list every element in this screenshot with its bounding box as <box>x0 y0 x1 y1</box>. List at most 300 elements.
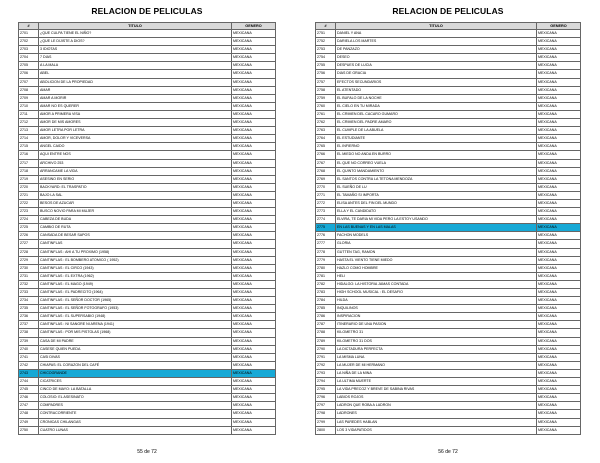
row-title: KILOMETRO 31 DOS <box>336 337 537 345</box>
table-row <box>19 54 276 62</box>
row-title: LABIOS ROJOS <box>336 394 537 402</box>
row-title: DARIELA LOS MARTES <box>336 38 537 46</box>
row-title: DIAS DE GRACIA <box>336 70 537 78</box>
row-number: 2794 <box>316 378 336 386</box>
row-genre: MEXICANA <box>537 102 581 110</box>
row-number: 2749 <box>19 418 39 426</box>
row-genre: MEXICANA <box>232 110 276 118</box>
row-genre: MEXICANA <box>232 402 276 410</box>
row-title: LA DICTADURA PERFECTA <box>336 345 537 353</box>
row-title: A LA MALA <box>39 62 232 70</box>
row-title: CANTINFLAS : EL CIRCO (1943) <box>39 264 232 272</box>
row-number: 2703 <box>19 46 39 54</box>
row-genre: MEXICANA <box>232 329 276 337</box>
table-row <box>316 151 581 159</box>
table-row <box>19 175 276 183</box>
row-title: HIDALGO: LA HISTORIA JAMAS CONTADA <box>336 280 537 288</box>
row-number: 2724 <box>19 216 39 224</box>
row-title: EL ESTUDIANTE <box>336 135 537 143</box>
row-number: 2798 <box>316 410 336 418</box>
table-row <box>19 289 276 297</box>
row-genre: MEXICANA <box>232 54 276 62</box>
row-number: 2780 <box>316 264 336 272</box>
row-title: EFECTOS SECUNDARIOS <box>336 78 537 86</box>
row-number: 2766 <box>316 151 336 159</box>
row-genre: MEXICANA <box>232 361 276 369</box>
table-row <box>19 78 276 86</box>
row-genre: MEXICANA <box>232 119 276 127</box>
row-title: CANTINFLAS : EL MAGO (1949) <box>39 280 232 288</box>
table-row <box>19 183 276 191</box>
row-number: 2752 <box>316 38 336 46</box>
row-number: 2734 <box>19 297 39 305</box>
row-genre: MEXICANA <box>232 208 276 216</box>
row-number: 2742 <box>19 361 39 369</box>
table-row <box>19 151 276 159</box>
table-row <box>19 426 276 434</box>
row-number: 2796 <box>316 394 336 402</box>
row-title: LAS PAREDES HABLAN <box>336 418 537 426</box>
row-number: 2776 <box>316 232 336 240</box>
row-genre: MEXICANA <box>537 199 581 207</box>
row-title: CANTINFLAS : AHI A TU PROXIMO (1958) <box>39 248 232 256</box>
row-number: 2704 <box>19 54 39 62</box>
row-genre: MEXICANA <box>537 167 581 175</box>
row-genre: MEXICANA <box>537 208 581 216</box>
row-title: DANIEL Y ANA <box>336 30 537 38</box>
row-genre: MEXICANA <box>232 280 276 288</box>
row-title: CASI DIVAS <box>39 353 232 361</box>
row-genre: MEXICANA <box>232 38 276 46</box>
row-number: 2745 <box>19 386 39 394</box>
row-genre: MEXICANA <box>537 402 581 410</box>
row-title: CABEZA DE BUDA <box>39 216 232 224</box>
row-number: 2743 <box>19 369 39 377</box>
table-row <box>19 305 276 313</box>
row-number: 2737 <box>19 321 39 329</box>
row-title: AMOR, DOLOR Y VICEVERSA <box>39 135 232 143</box>
row-number: 2738 <box>19 329 39 337</box>
row-genre: MEXICANA <box>537 329 581 337</box>
row-genre: MEXICANA <box>537 78 581 86</box>
header-title: TITULO <box>39 23 232 30</box>
movie-table <box>315 22 581 435</box>
row-number: 2740 <box>19 345 39 353</box>
row-title: BESOS DE AZUCAR <box>39 199 232 207</box>
row-number: 2706 <box>19 70 39 78</box>
row-genre: MEXICANA <box>537 143 581 151</box>
row-genre: MEXICANA <box>537 321 581 329</box>
table-row <box>19 280 276 288</box>
row-number: 2708 <box>19 86 39 94</box>
row-title: EL CIELO EN TU MIRADA <box>336 102 537 110</box>
row-number: 2778 <box>316 248 336 256</box>
row-genre: MEXICANA <box>232 135 276 143</box>
table-row <box>316 426 581 434</box>
row-number: 2732 <box>19 280 39 288</box>
row-genre: MEXICANA <box>537 70 581 78</box>
row-genre: MEXICANA <box>232 369 276 377</box>
row-genre: MEXICANA <box>537 151 581 159</box>
row-genre: MEXICANA <box>232 378 276 386</box>
row-title: AQUI ENTRE NOS <box>39 151 232 159</box>
row-number: 2779 <box>316 256 336 264</box>
row-title: AMOR LETRA POR LETRA <box>39 127 232 135</box>
row-genre: MEXICANA <box>232 232 276 240</box>
table-header-row <box>316 23 581 30</box>
row-genre: MEXICANA <box>232 394 276 402</box>
table-row <box>19 110 276 118</box>
row-title: HILDA <box>336 297 537 305</box>
row-number: 2722 <box>19 199 39 207</box>
table-row <box>19 329 276 337</box>
row-title: ARCHIVO 253 <box>39 159 232 167</box>
row-genre: MEXICANA <box>232 272 276 280</box>
row-genre: MEXICANA <box>537 175 581 183</box>
row-genre: MEXICANA <box>232 240 276 248</box>
table-row <box>19 232 276 240</box>
header-genre: GENERO <box>537 23 581 30</box>
row-number: 2715 <box>19 143 39 151</box>
row-genre: MEXICANA <box>232 102 276 110</box>
table-row <box>19 167 276 175</box>
page-title: RELACION DE PELICULAS <box>91 6 203 16</box>
row-number: 2720 <box>19 183 39 191</box>
row-title: HAZLO COMO HOMBRE <box>336 264 537 272</box>
row-title: AMAR NO ES QUERER <box>39 102 232 110</box>
row-genre: MEXICANA <box>537 94 581 102</box>
row-title: COLOSIO: EL ASESINATO <box>39 394 232 402</box>
row-title: EL SUEÑO DE LU <box>336 183 537 191</box>
row-title: AMAR <box>39 86 232 94</box>
row-genre: MEXICANA <box>232 313 276 321</box>
row-title: DESPUES DE LUCIA <box>336 62 537 70</box>
row-genre: MEXICANA <box>537 216 581 224</box>
row-title: COMPADRES <box>39 402 232 410</box>
row-number: 2714 <box>19 135 39 143</box>
table-row <box>19 30 276 38</box>
table-row <box>19 353 276 361</box>
row-number: 2719 <box>19 175 39 183</box>
row-number: 2710 <box>19 102 39 110</box>
row-title: CANTINFLAS : EL SEÑOR DOCTOR (1965) <box>39 297 232 305</box>
row-genre: MEXICANA <box>232 410 276 418</box>
header-number: # <box>316 23 336 30</box>
row-genre: MEXICANA <box>537 394 581 402</box>
row-title: INQUILINOS <box>336 305 537 313</box>
table-row <box>316 256 581 264</box>
row-title: EL SANTOS CONTRA LA TETONA MENDOZA <box>336 175 537 183</box>
table-row <box>19 127 276 135</box>
row-title: ELISA ANTES DEL FIN DEL MUNDO <box>336 199 537 207</box>
row-number: 2731 <box>19 272 39 280</box>
table-row <box>316 62 581 70</box>
table-row <box>316 418 581 426</box>
row-title: EL QUINTO MANDAMIENTO <box>336 167 537 175</box>
row-title: ABOLICION DE LA PROPIEDAD <box>39 78 232 86</box>
row-number: 2784 <box>316 297 336 305</box>
row-title: CUATRO LUNAS <box>39 426 232 434</box>
table-body <box>316 30 581 435</box>
row-title: CHICOGRANDE <box>39 369 232 377</box>
table-row <box>19 418 276 426</box>
row-title: CANTINFLAS : NI SANGRE NI ARENA (1941) <box>39 321 232 329</box>
row-title: ASESINO EN SERIO <box>39 175 232 183</box>
row-number: 2721 <box>19 191 39 199</box>
table-row <box>19 224 276 232</box>
table-row <box>19 378 276 386</box>
row-title: EL CUMPLE DE LA ABUELA <box>336 127 537 135</box>
row-number: 2792 <box>316 361 336 369</box>
row-title: CANTINFLAS : EL PADRECITO (1964) <box>39 289 232 297</box>
row-number: 2729 <box>19 256 39 264</box>
table-row <box>316 361 581 369</box>
table-row <box>316 394 581 402</box>
row-genre: MEXICANA <box>537 62 581 70</box>
row-title: HIGH SCHOOL MUSICAL : EL DESAFIO <box>336 289 537 297</box>
row-genre: MEXICANA <box>232 46 276 54</box>
table-row <box>316 175 581 183</box>
row-genre: MEXICANA <box>232 264 276 272</box>
row-number: 2758 <box>316 86 336 94</box>
row-number: 2795 <box>316 386 336 394</box>
row-genre: MEXICANA <box>232 78 276 86</box>
row-title: CAMBIO DE RUTA <box>39 224 232 232</box>
row-genre: MEXICANA <box>537 240 581 248</box>
header-number: # <box>19 23 39 30</box>
row-number: 2763 <box>316 127 336 135</box>
table-row <box>19 410 276 418</box>
row-title: LA VIDA PRECOZ Y BREVE DE SABINA RIVAS <box>336 386 537 394</box>
table-row <box>316 159 581 167</box>
row-number: 2754 <box>316 54 336 62</box>
row-title: 3 IDIOTAS <box>39 46 232 54</box>
header-genre: GENERO <box>232 23 276 30</box>
row-number: 2702 <box>19 38 39 46</box>
row-genre: MEXICANA <box>537 110 581 118</box>
table-row <box>19 38 276 46</box>
row-number: 2773 <box>316 208 336 216</box>
table-row <box>19 208 276 216</box>
table-row <box>19 191 276 199</box>
row-title: CASA DE MI PADRE <box>39 337 232 345</box>
row-title: EL ATENTADO <box>336 86 537 94</box>
table-row <box>316 240 581 248</box>
row-title: CANTINFLAS : POR MIS PISTOLAS (1968) <box>39 329 232 337</box>
row-genre: MEXICANA <box>232 224 276 232</box>
row-number: 2726 <box>19 232 39 240</box>
row-number: 2747 <box>19 402 39 410</box>
row-number: 2744 <box>19 378 39 386</box>
row-number: 2789 <box>316 337 336 345</box>
row-number: 2755 <box>316 62 336 70</box>
row-number: 2748 <box>19 410 39 418</box>
table-row <box>316 378 581 386</box>
row-title: LADRONES <box>336 410 537 418</box>
row-genre: MEXICANA <box>232 297 276 305</box>
row-title: LOS 3 VIDAPATIDOS <box>336 426 537 434</box>
row-title: AMAR A MORIR <box>39 94 232 102</box>
table-row <box>316 232 581 240</box>
row-genre: MEXICANA <box>232 143 276 151</box>
row-genre: MEXICANA <box>537 305 581 313</box>
row-genre: MEXICANA <box>232 70 276 78</box>
table-row <box>316 313 581 321</box>
row-title: CHIAPAS: EL CORAZON DEL CAFÉ <box>39 361 232 369</box>
row-title: CRONICAS CHILANGAS <box>39 418 232 426</box>
table-row <box>316 410 581 418</box>
table-row <box>316 369 581 377</box>
table-row <box>316 386 581 394</box>
table-row <box>19 361 276 369</box>
row-genre: MEXICANA <box>537 135 581 143</box>
row-number: 2800 <box>316 426 336 434</box>
row-number: 2756 <box>316 70 336 78</box>
row-genre: MEXICANA <box>232 175 276 183</box>
row-number: 2759 <box>316 94 336 102</box>
table-row <box>316 353 581 361</box>
table-row <box>316 110 581 118</box>
table-row <box>19 337 276 345</box>
row-title: FACHON MODELS <box>336 232 537 240</box>
row-title: AMOR A PRIMERA VISA <box>39 110 232 118</box>
table-row <box>19 119 276 127</box>
row-number: 2791 <box>316 353 336 361</box>
table-row <box>316 337 581 345</box>
row-number: 2764 <box>316 135 336 143</box>
row-title: ARRANCAME LA VIDA <box>39 167 232 175</box>
row-number: 2717 <box>19 159 39 167</box>
table-row <box>19 297 276 305</box>
row-number: 2746 <box>19 394 39 402</box>
row-genre: MEXICANA <box>232 345 276 353</box>
row-genre: MEXICANA <box>537 119 581 127</box>
row-number: 2786 <box>316 313 336 321</box>
row-genre: MEXICANA <box>232 353 276 361</box>
row-title: INSPIRACION <box>336 313 537 321</box>
table-row <box>316 248 581 256</box>
table-row <box>316 30 581 38</box>
row-number: 2774 <box>316 216 336 224</box>
row-number: 2712 <box>19 119 39 127</box>
row-genre: MEXICANA <box>537 159 581 167</box>
row-genre: MEXICANA <box>232 337 276 345</box>
table-body <box>19 30 276 435</box>
row-number: 2716 <box>19 151 39 159</box>
row-genre: MEXICANA <box>537 272 581 280</box>
table-row <box>316 183 581 191</box>
row-title: CICATRICES <box>39 378 232 386</box>
row-number: 2782 <box>316 280 336 288</box>
row-number: 2787 <box>316 321 336 329</box>
row-genre: MEXICANA <box>232 159 276 167</box>
table-row <box>316 86 581 94</box>
row-genre: MEXICANA <box>232 191 276 199</box>
row-title: EL MIEDO NO ANDA EN BURRO <box>336 151 537 159</box>
table-row <box>316 38 581 46</box>
table-row <box>19 70 276 78</box>
row-title: DE PANZAZO <box>336 46 537 54</box>
row-title: EL BUFALO DE LA NOCHE <box>336 94 537 102</box>
row-genre: MEXICANA <box>232 151 276 159</box>
row-genre: MEXICANA <box>537 418 581 426</box>
row-genre: MEXICANA <box>537 248 581 256</box>
table-row <box>19 199 276 207</box>
row-title: ¿QUE LE DIJISTE A DIOS? <box>39 38 232 46</box>
table-row <box>316 297 581 305</box>
row-genre: MEXICANA <box>232 86 276 94</box>
table-row <box>316 402 581 410</box>
table-row <box>19 256 276 264</box>
row-title: ABEL <box>39 70 232 78</box>
table-row <box>316 46 581 54</box>
row-genre: MEXICANA <box>537 256 581 264</box>
row-title: ELVIRA, TE DARIA MI VIDA PERO LA ESTOY USANDO <box>336 216 537 224</box>
row-title: GLORIA <box>336 240 537 248</box>
table-row <box>316 329 581 337</box>
row-title: EN LAS BUENAS Y EN LAS MALAS <box>336 224 537 232</box>
row-number: 2733 <box>19 289 39 297</box>
table-row <box>316 305 581 313</box>
table-row <box>316 191 581 199</box>
table-row <box>316 345 581 353</box>
row-number: 2772 <box>316 199 336 207</box>
row-number: 2735 <box>19 305 39 313</box>
row-genre: MEXICANA <box>537 313 581 321</box>
table-row <box>316 78 581 86</box>
row-number: 2725 <box>19 224 39 232</box>
table-row <box>19 345 276 353</box>
row-number: 2793 <box>316 369 336 377</box>
row-genre: MEXICANA <box>537 426 581 434</box>
row-genre: MEXICANA <box>232 127 276 135</box>
table-row <box>316 208 581 216</box>
row-title: 7 DIAS <box>39 54 232 62</box>
table-row <box>19 264 276 272</box>
row-title: EL INFIERNO <box>336 143 537 151</box>
row-genre: MEXICANA <box>232 183 276 191</box>
table-row <box>19 240 276 248</box>
row-number: 2760 <box>316 102 336 110</box>
table-row <box>316 135 581 143</box>
table-row <box>19 394 276 402</box>
row-number: 2728 <box>19 248 39 256</box>
row-number: 2713 <box>19 127 39 135</box>
table-row <box>19 248 276 256</box>
table-row <box>316 272 581 280</box>
row-genre: MEXICANA <box>537 297 581 305</box>
row-title: CANTINFLAS : EL BOMBERO ATOMICO ( 1952) <box>39 256 232 264</box>
page-number: 55 de 72 <box>137 449 157 455</box>
row-title: ELLA Y EL CANDIDATO <box>336 208 537 216</box>
row-genre: MEXICANA <box>232 321 276 329</box>
row-title: CANSADA DE BESAR SAPOS <box>39 232 232 240</box>
table-row <box>316 54 581 62</box>
row-number: 2705 <box>19 62 39 70</box>
table-row <box>19 159 276 167</box>
row-number: 2775 <box>316 224 336 232</box>
row-genre: MEXICANA <box>232 418 276 426</box>
table-row <box>316 70 581 78</box>
row-number: 2790 <box>316 345 336 353</box>
row-genre: MEXICANA <box>537 264 581 272</box>
table-row <box>19 386 276 394</box>
row-genre: MEXICANA <box>232 62 276 70</box>
table-row <box>19 369 276 377</box>
row-genre: MEXICANA <box>232 94 276 102</box>
table-row <box>19 216 276 224</box>
row-genre: MEXICANA <box>232 30 276 38</box>
